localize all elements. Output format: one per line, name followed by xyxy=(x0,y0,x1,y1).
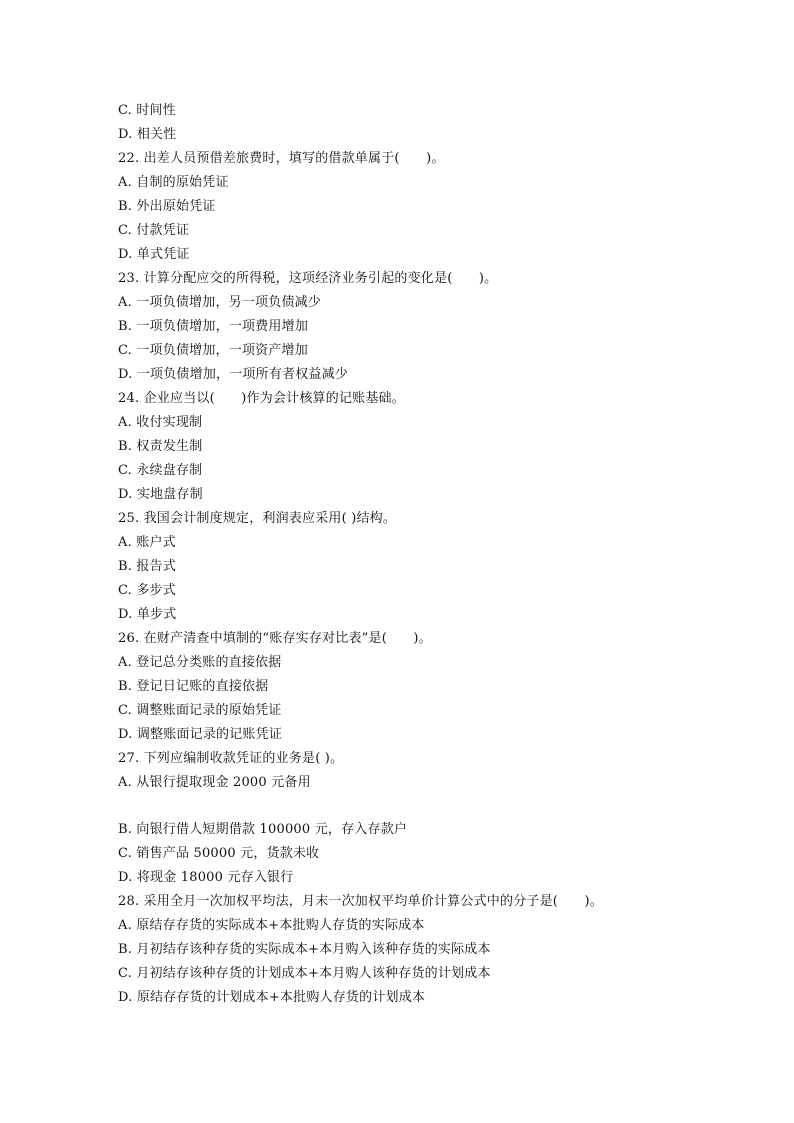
question-list xyxy=(118,99,738,1010)
option-line: B. 向银行借人短期借款 100000 元，存入存款户 xyxy=(118,822,408,837)
question-24: 24. 企业应当以( )作为会计核算的记账基础。 xyxy=(118,391,405,406)
option-line: D. 相关性 xyxy=(118,127,177,142)
option-line: A. 登记总分类账的直接依据 xyxy=(118,655,282,670)
option-line: A. 原结存存货的实际成本+本批购人存货的实际成本 xyxy=(118,918,425,933)
option-line: B. 报告式 xyxy=(118,559,177,574)
option-line: C. 一项负债增加，一项资产增加 xyxy=(118,343,308,358)
blank-line xyxy=(118,795,738,818)
option-line: C. 多步式 xyxy=(118,583,176,598)
question-23: 23. 计算分配应交的所得税，这项经济业务引起的变化是( )。 xyxy=(118,271,498,286)
option-line: A. 自制的原始凭证 xyxy=(118,175,229,190)
option-line: D. 调整账面记录的记账凭证 xyxy=(118,727,283,742)
question-28: 28. 采用全月一次加权平均法，月末一次加权平均单价计算公式中的分子是( )。 xyxy=(118,894,603,909)
option-line: C. 销售产品 50000 元，货款未收 xyxy=(118,846,320,861)
option-line: C. 付款凭证 xyxy=(118,223,190,238)
option-line: D. 单式凭证 xyxy=(118,247,190,262)
question-25: 25. 我国会计制度规定，利润表应采用( )结构。 xyxy=(118,511,397,526)
question-22: 22. 出差人员预借差旅费时，填写的借款单属于( )。 xyxy=(118,151,445,166)
option-line: B. 登记日记账的直接依据 xyxy=(118,679,269,694)
option-line: B. 外出原始凭证 xyxy=(118,199,216,214)
option-line: A. 收付实现制 xyxy=(118,415,203,430)
option-line: A. 从银行提取现金 2000 元备用 xyxy=(118,775,311,790)
option-line: D. 一项负债增加，一项所有者权益减少 xyxy=(118,367,349,382)
option-line: A. 一项负债增加，另一项负债减少 xyxy=(118,295,322,310)
question-26: 26. 在财产清查中填制的“账存实存对比表”是( )。 xyxy=(118,631,432,646)
option-line: D. 单步式 xyxy=(118,607,177,622)
option-line: B. 一项负债增加，一项费用增加 xyxy=(118,319,309,334)
option-line: B. 月初结存该种存货的实际成本+本月购入该种存货的实际成本 xyxy=(118,942,491,957)
option-line: B. 权责发生制 xyxy=(118,439,203,454)
option-line: D. 原结存存货的计划成本+本批购人存货的计划成本 xyxy=(118,990,426,1005)
option-line: C. 月初结存该种存货的计划成本+本月购人该种存货的计划成本 xyxy=(118,966,491,981)
option-line: D. 将现金 18000 元存入银行 xyxy=(118,870,294,885)
option-line: A. 账户式 xyxy=(118,535,176,550)
option-line: C. 时间性 xyxy=(118,103,176,118)
option-line: C. 调整账面记录的原始凭证 xyxy=(118,703,282,718)
option-line: D. 实地盘存制 xyxy=(118,487,203,502)
question-27: 27. 下列应编制收款凭证的业务是( )。 xyxy=(118,751,344,766)
option-line: C. 永续盘存制 xyxy=(118,463,203,478)
